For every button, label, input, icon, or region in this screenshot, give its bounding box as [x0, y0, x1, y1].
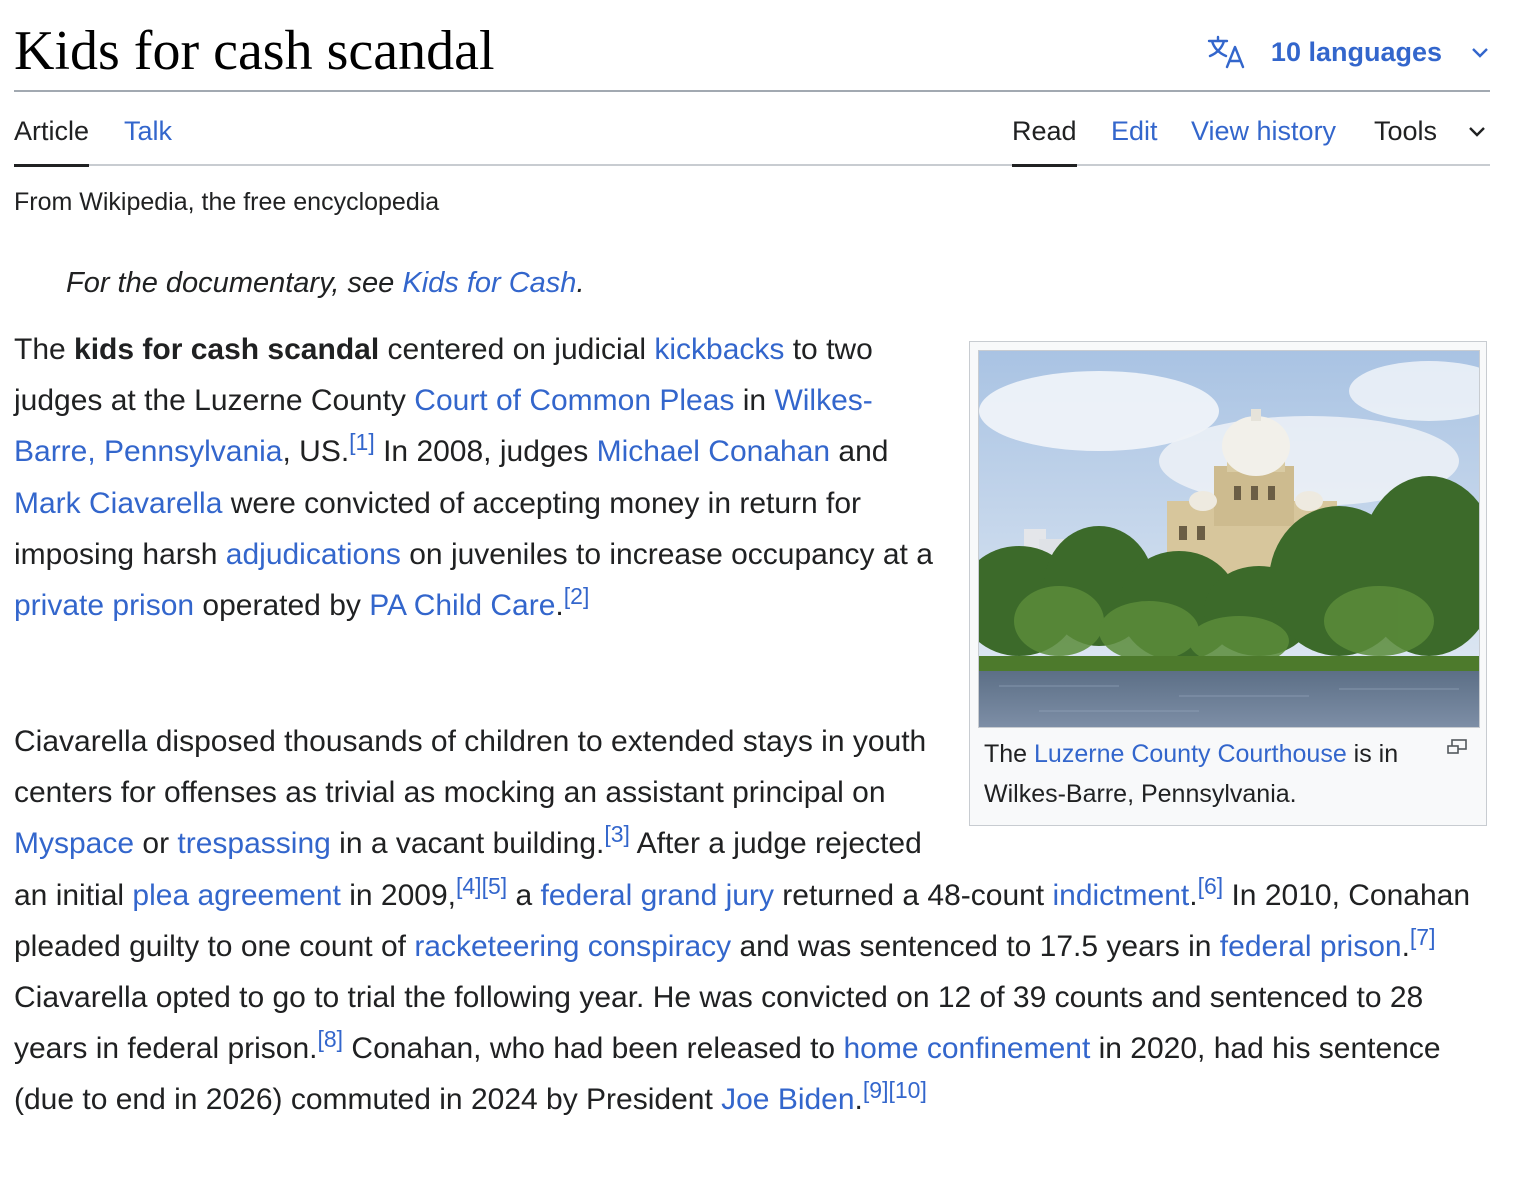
link-trespassing[interactable]: trespassing: [177, 827, 331, 861]
image-caption: [984, 734, 1424, 814]
enlarge-icon[interactable]: [1446, 738, 1468, 756]
text: in: [734, 384, 775, 418]
text: or: [134, 827, 178, 861]
text: .: [854, 1083, 863, 1117]
hatnote: [66, 264, 585, 302]
tools-label: Tools: [1374, 116, 1438, 146]
tab-talk[interactable]: Talk: [124, 116, 173, 146]
text: .: [1189, 878, 1198, 912]
link-federal-prison[interactable]: federal prison: [1219, 929, 1402, 963]
link-adjudications[interactable]: adjudications: [225, 537, 401, 571]
link-court-of-common-pleas[interactable]: Court of Common Pleas: [414, 384, 735, 418]
link-wilkes-barre[interactable]: Wilkes-Barre, Pennsylvania: [14, 384, 873, 469]
chevron-down-icon: [1467, 124, 1487, 138]
text: in a vacant building.: [330, 827, 605, 861]
link-myspace[interactable]: Myspace: [14, 827, 135, 861]
link-home-confinement[interactable]: home confinement: [843, 1032, 1091, 1066]
text: were convicted of accepting money in return for imposing harsh: [14, 486, 862, 571]
link-joe-biden[interactable]: Joe Biden: [721, 1083, 855, 1117]
text: returned a 48-count: [773, 878, 1053, 912]
reference-4[interactable]: [4]: [455, 872, 482, 899]
caption-text: The: [984, 740, 1035, 768]
page-tabs: [14, 92, 1490, 166]
link-michael-conahan[interactable]: Michael Conahan: [596, 435, 831, 469]
tab-view-history[interactable]: View history: [1191, 116, 1337, 146]
text: operated by: [194, 589, 370, 623]
text: in 2009,: [340, 878, 456, 912]
reference-9[interactable]: [9]: [862, 1077, 889, 1104]
tagline: From Wikipedia, the free encyclopedia: [14, 188, 440, 216]
reference-7[interactable]: [7]: [1409, 923, 1436, 950]
hatnote-suffix: .: [576, 267, 585, 299]
reference-5[interactable]: [5]: [481, 872, 508, 899]
translate-icon: [1207, 35, 1247, 69]
text: Conahan, who had been released to: [343, 1032, 844, 1066]
link-luzerne-county-courthouse[interactable]: Luzerne County Courthouse: [1034, 740, 1347, 768]
text: centered on judicial: [379, 333, 655, 366]
text: a: [507, 878, 541, 912]
languages-button[interactable]: [1207, 30, 1490, 74]
text: Ciavarella disposed thousands of children to extended stays in youth centers for offenses as trivial as mocking an assistant principal on: [14, 725, 927, 810]
tab-article[interactable]: Article: [14, 114, 89, 167]
text: , US.: [282, 435, 350, 469]
courthouse-image[interactable]: [978, 350, 1480, 728]
courthouse-photo: [979, 351, 1479, 727]
text: and was sentenced to 17.5 years in: [731, 929, 1220, 963]
link-kickbacks[interactable]: kickbacks: [654, 333, 785, 366]
link-indictment[interactable]: indictment: [1052, 878, 1190, 912]
caption-text: is in Wilkes-Barre, Pennsylvania.: [984, 740, 1399, 808]
link-plea-agreement[interactable]: plea agreement: [132, 878, 341, 912]
reference-2[interactable]: [2]: [563, 583, 590, 610]
tab-read[interactable]: Read: [1012, 114, 1077, 167]
tab-edit[interactable]: Edit: [1111, 116, 1158, 146]
lead-paragraph: [14, 324, 944, 631]
languages-label: 10 languages: [1270, 36, 1442, 67]
reference-8[interactable]: [8]: [317, 1026, 344, 1053]
reference-3[interactable]: [3]: [604, 821, 630, 848]
text: and: [830, 435, 889, 469]
tools-menu[interactable]: [1374, 114, 1487, 164]
bold-title: kids for cash scandal: [74, 333, 380, 366]
link-racketeering-conspiracy[interactable]: racketeering conspiracy: [414, 929, 732, 963]
chevron-down-icon: [1470, 45, 1490, 59]
text: on juveniles to increase occupancy at a: [400, 537, 933, 571]
link-federal-grand-jury[interactable]: federal grand jury: [540, 878, 774, 912]
page-title: Kids for cash scandal: [14, 20, 495, 82]
text: Ciavarella opted to go to trial the following year. He was convicted on 12 of 39 counts and sentenced to 28 years in federal prison.: [14, 981, 1424, 1066]
link-pa-child-care[interactable]: PA Child Care: [369, 589, 556, 623]
text: After a judge rejected an initial: [14, 827, 922, 912]
link-private-prison[interactable]: private prison: [14, 589, 195, 623]
reference-1[interactable]: [1]: [349, 429, 375, 456]
link-mark-ciavarella[interactable]: Mark Ciavarella: [14, 486, 223, 520]
reference-6[interactable]: [6]: [1197, 872, 1224, 899]
hatnote-text: For the documentary, see: [66, 267, 403, 299]
image-thumbnail: [969, 341, 1487, 826]
text: In 2008, judges: [374, 435, 597, 469]
text: .: [1401, 929, 1410, 963]
text: .: [555, 589, 564, 623]
title-header: [14, 0, 1490, 92]
hatnote-link[interactable]: Kids for Cash: [402, 267, 577, 299]
text: The: [14, 333, 75, 366]
reference-10[interactable]: [10]: [888, 1077, 927, 1104]
text: In 2010, Conahan pleaded guilty to one count of: [14, 878, 1471, 963]
text: to two judges at the Luzerne County: [14, 333, 873, 418]
text: in 2020, had his sentence (due to end in 2026) commuted in 2024 by President: [14, 1032, 1441, 1117]
